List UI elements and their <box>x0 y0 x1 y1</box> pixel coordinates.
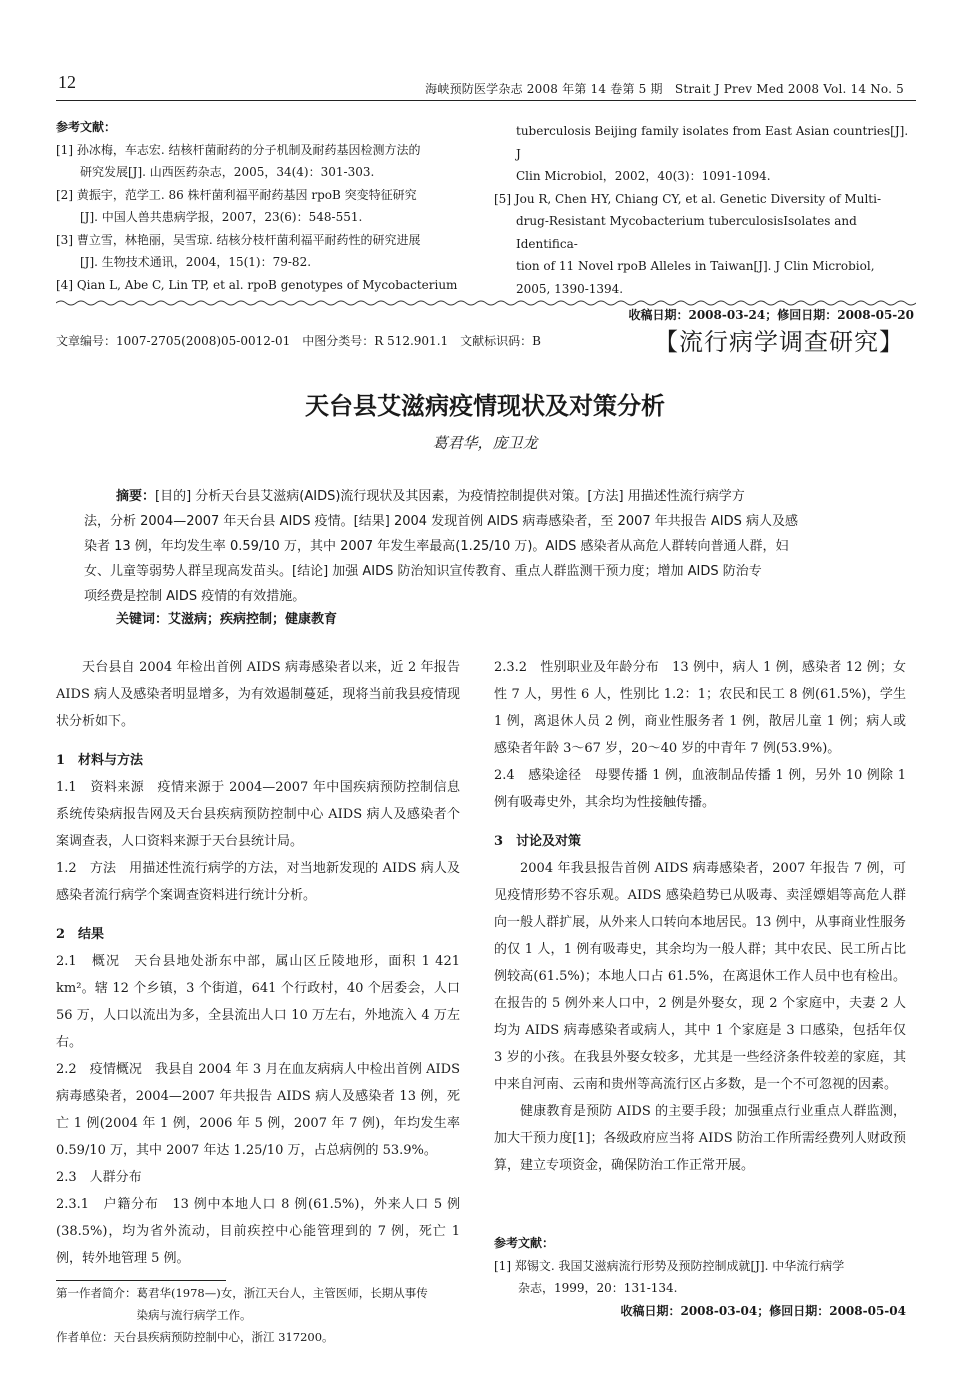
prev-ref-line: 研究发展[J]. 山西医药杂志，2005，34(4)：301-303. <box>56 165 375 179</box>
left-column <box>56 654 460 1272</box>
right-column <box>494 654 906 1179</box>
prev-ref-line: tion of 11 Novel rpoB Alleles in Taiwan[J]. J Clin Microbiol, <box>516 259 875 273</box>
prev-ref-line: tuberculosis Beijing family isolates from East Asian countries[J]. J <box>516 124 909 161</box>
section-heading: 2 结果 <box>56 927 105 942</box>
subheading: 2.3 人群分布 <box>56 1170 142 1185</box>
paragraph: 2.3.1 户籍分布 13 例中本地人口 8 例(61.5%)，外来人口 5 例(38.5%)，均为省外流动，目前疾控中心能管理到的 7 例，死亡 1 例，转外地管理 5 例。 <box>56 1197 460 1266</box>
paragraph: 2.2 疫情概况 我县自 2004 年 3 月在血友病病人中检出首例 AIDS 病毒感染者，2004—2007 年共报告 AIDS 病人及感染者 13 例，死亡 1 例(2004 年 1 例，2006 年 5 例，2007 年 7 例)，年均发生率 0.59/10 万，其中 2007 年达 1.25/10 万，占总病例的 53.9%。 <box>56 1062 460 1158</box>
running-head: 海峡预防医学杂志 2008 年第 14 卷第 5 期 Strait J Prev Med 2008 Vol. 14 No. 5 <box>425 82 904 96</box>
abstract-line: 项经费是控制 AIDS 疫情的有效措施。 <box>84 589 306 604</box>
abstract-line: [目的] 分析天台县艾滋病(AIDS)流行现状及其因素，为疫情控制提供对策。[方法] 用描述性流行病学方 <box>155 489 745 504</box>
paragraph: 2.4 感染途径 母婴传播 1 例，血液制品传播 1 例，另外 10 例除 1 例有吸毒史外，其余均为性接触传播。 <box>494 768 906 810</box>
paragraph: 健康教育是预防 AIDS 的主要手段；加强重点行业重点人群监测，加大干预力度[1]；各级政府应当将 AIDS 防治工作所需经费列人财政预算，建立专项资金，确保防治工作正常开展。 <box>494 1104 906 1173</box>
prev-ref-line: [1] 孙冰梅，车志宏. 结核杆菌耐药的分子机制及耐药基因检测方法的 <box>56 142 421 157</box>
article-authors: 葛君华，庞卫龙 <box>432 434 538 452</box>
prev-ref-line: [J]. 中国人兽共患病学报，2007，23(6)：548-551. <box>56 210 363 224</box>
section-heading: 3 讨论及对策 <box>494 834 582 849</box>
page-number: 12 <box>58 72 76 92</box>
prev-ref-line: Clin Microbiol，2002，40(3)：1091-1094. <box>516 169 771 183</box>
prev-ref-line: drug-Resistant Mycobacterium tuberculosisIsolates and Identifica- <box>516 214 857 251</box>
column-tag: 【流行病学调查研究】 <box>654 328 904 356</box>
footnote <box>56 1282 476 1348</box>
paragraph: 2.1 概况 天台县地处浙东中部，属山区丘陵地形，面积 1 421 km²。辖 12 个乡镇，3 个街道，641 个行政村，40 个居委会，人口 56 万，人口以流出为多，全县流出人口 10 万左右，外地流入 4 万左右。 <box>56 954 460 1050</box>
prev-received-date: 收稿日期：2008-03-24；修回日期：2008-05-20 <box>628 308 914 322</box>
prev-refs-right <box>494 120 914 327</box>
keywords: 关键词：艾滋病；疾病控制；健康教育 <box>116 612 338 627</box>
paragraph: 2.3.2 性别职业及年龄分布 13 例中，病人 1 例，感染者 12 例；女性 7 人，男性 6 人，性别比 1.2：1；农民和民工 8 例(61.5%)，学生 1 例，离退休人员 2 例，商业性服务者 1 例，散居儿童 1 例；病人或感染者年龄 3～67 岁，20～40 岁的中青年 7 例(53.9%)。 <box>494 660 906 756</box>
paragraph: 2004 年我县报告首例 AIDS 病毒感染者，2007 年报告 7 例，可见疫情形势不容乐观。AIDS 感染趋势已从吸毒、卖淫嫖娼等高危人群向一般人群扩展，从外来人口转向本地居民。13 例中，从事商业性服务的仅 1 人，1 例有吸毒史，其余均为一般人群；其中农民、民工所占比例较高(61.5%)；本地人口占 61.5%，在离退休工作人员中也有检出。在报告的 5 例外来人口中，2 例是外娶女，现 2 个家庭中，夫妻 2 人均为 AIDS 病毒感染者或病人，其中 1 个家庭是 3 口感染，包括年仅 3 岁的小孩。在我县外娶女较多，尤其是一些经济条件较差的家庭，其中来自河南、云南和贵州等高流行区占多数，是一个不可忽视的因素。 <box>494 861 906 1092</box>
received-date: 收稿日期：2008-03-04；修回日期：2008-05-04 <box>620 1303 906 1318</box>
article-title: 天台县艾滋病疫情现状及对策分析 <box>305 392 665 420</box>
abstract <box>84 484 884 609</box>
prev-refs-left <box>56 116 476 296</box>
references <box>494 1232 906 1322</box>
prev-ref-line: [5] Jou R, Chen HY, Chiang CY, et al. Genetic Diversity of Multi- <box>494 191 881 206</box>
prev-ref-line: [4] Qian L, Abe C, Lin TP, et al. rpoB genotypes of Mycobacterium <box>56 277 458 292</box>
refs-heading: 参考文献： <box>494 1236 555 1250</box>
prev-refs-heading: 参考文献： <box>56 120 117 134</box>
footnote-line: 第一作者简介：葛君华(1978—)女，浙江天台人，主管医师，长期从事传 <box>56 1286 428 1300</box>
section-heading: 1 材料与方法 <box>56 753 144 768</box>
prev-ref-line: 2005, 1390-1394. <box>516 281 624 296</box>
header-rule <box>56 100 916 101</box>
abstract-label: 摘要： <box>116 489 156 504</box>
prev-ref-line: [2] 黄振宇，范学工. 86 株杆菌利福平耐药基因 rpoB 突变特征研究 <box>56 187 417 202</box>
ref-line: 杂志，1999，20：131-134. <box>494 1281 678 1295</box>
paragraph: 1.2 方法 用描述性流行病学的方法，对当地新发现的 AIDS 病人及感染者流行病学个案调查资料进行统计分析。 <box>56 861 460 903</box>
prev-ref-line: [J]. 生物技术通讯，2004，15(1)：79-82. <box>56 255 312 269</box>
paragraph: 1.1 资料来源 疫情来源于 2004—2007 年中国疾病预防控制信息系统传染病报告网及天台县疾病预防控制中心 AIDS 病人及感染者个案调查表，人口资料来源于天台县统计局。 <box>56 780 460 849</box>
footnote-line: 染病与流行病学工作。 <box>56 1308 252 1322</box>
footnote-rule <box>56 1280 226 1281</box>
abstract-line: 法，分析 2004—2007 年天台县 AIDS 疫情。[结果] 2004 发现首例 AIDS 病毒感染者，至 2007 年共报告 AIDS 病人及感 <box>84 514 799 529</box>
paragraph: 天台县自 2004 年检出首例 AIDS 病毒感染者以来，近 2 年报告 AIDS 病人及感染者明显增多，为有效遏制蔓延，现将当前我县疫情现状分析如下。 <box>56 660 460 729</box>
prev-ref-line: [3] 曹立雪，林艳丽，吴雪琼. 结核分枝杆菌利福平耐药性的研究进展 <box>56 232 421 247</box>
abstract-line: 女、儿童等弱势人群呈现高发苗头。[结论] 加强 AIDS 防治知识宣传教育、重点人群监测干预力度；增加 AIDS 防治专 <box>84 564 762 579</box>
footnote-line: 作者单位：天台县疾病预防控制中心，浙江 317200。 <box>56 1330 334 1344</box>
abstract-line: 染者 13 例，年均发生率 0.59/10 万，其中 2007 年发生率最高(1.25/10 万)。AIDS 感染者从高危人群转向普通人群，妇 <box>84 539 789 554</box>
article-meta: 文章编号：1007-2705(2008)05-0012-01 中图分类号：R 512.901.1 文献标识码：B <box>56 334 541 348</box>
wavy-separator <box>56 299 916 307</box>
ref-line: [1] 郑锡文. 我国艾滋病流行形势及预防控制成就[J]. 中华流行病学 <box>494 1258 845 1273</box>
